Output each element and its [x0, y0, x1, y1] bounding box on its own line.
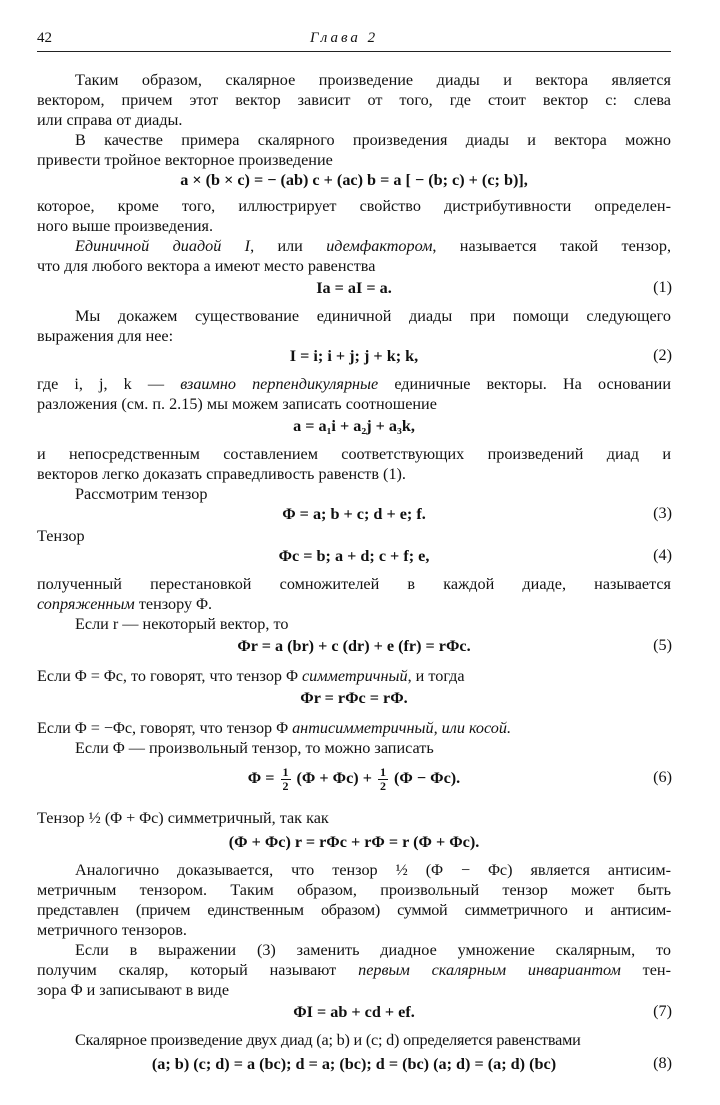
text-line	[37, 718, 671, 738]
text-line: зора Φ и записывают в виде	[37, 981, 230, 999]
text-span: тен-	[620, 961, 671, 979]
text-line: что для любого вектора a имеют место равенства	[37, 257, 376, 275]
equation-3: Φ = a; b + c; d + e; f.	[282, 505, 426, 523]
equation-decomposition: a = a₁i + a₂j + a₃k,	[293, 417, 415, 435]
text-line: ного выше произведения.	[37, 217, 214, 235]
text-line: привести тройное векторное произведение	[37, 151, 333, 169]
text-line	[37, 960, 671, 980]
equation-6	[37, 764, 671, 793]
equation-triple-product: a × (b × c) = − (ab) c + (ac) b = a [ − (b; c) + (c; b)],	[180, 171, 528, 189]
text-span: где i, j, k —	[37, 375, 181, 393]
equation-1: Ia = aI = a.	[316, 279, 392, 297]
text-line: полученный перестановкой сомножителей в каждой диаде, называется	[37, 575, 671, 593]
equation-number: (8)	[653, 1054, 672, 1072]
text-line: Скалярное произведение двух диад (a; b) и (c; d) определяется равенствами	[75, 1031, 581, 1049]
term-idemfactor: идемфактором	[326, 237, 433, 255]
text-line: или справа от диады.	[37, 111, 183, 129]
equation-number: (3)	[653, 504, 672, 522]
frac-denominator: 2	[380, 778, 386, 793]
text-span: получим скаляр, который называют	[37, 961, 359, 979]
text-line: разложения (см. п. 2.15) мы можем записать соотношение	[37, 395, 437, 413]
text-line: Таким образом, скалярное произведение диады и вектора является	[75, 71, 671, 89]
fraction-half	[281, 766, 291, 793]
header-rule	[37, 51, 671, 52]
text-line: представлен (причем единственным образом) суммой симметричного и антисим-	[37, 901, 671, 919]
term-conjugate: сопряженным	[37, 595, 135, 613]
eq6-lhs: Φ =	[247, 769, 275, 787]
text-line: Тензор	[37, 527, 85, 545]
text-span: Если Φ = −Φc, говорят, что тензор Φ	[37, 719, 293, 737]
text-span: , и тогда	[407, 667, 465, 685]
equation-number: (7)	[653, 1002, 672, 1020]
text-span: Если Φ = Φc, то говорят, что тензор Φ	[37, 667, 302, 685]
equation-8: (a; b) (c; d) = a (bc); d = a; (bc); d = (bc) (a; d) = (a; d) (bc)	[151, 1055, 557, 1073]
text-line: которое, кроме того, иллюстрирует свойство дистрибутивности определен-	[37, 197, 671, 215]
term-unit-dyad: Единичной диадой I	[75, 237, 251, 255]
equation-5: Φr = a (br) + c (dr) + e (fr) = rΦc.	[237, 637, 471, 655]
frac-denominator: 2	[282, 778, 289, 793]
equation-half: (Φ + Φc) r = rΦc + rΦ = r (Φ + Φc).	[228, 833, 480, 851]
text-line: выражения для нее:	[37, 327, 174, 345]
equation-7: ΦI = ab + cd + ef.	[293, 1003, 415, 1021]
text-line: Если r — некоторый вектор, то	[75, 615, 289, 633]
equation-4: Φc = b; a + d; c + f; e,	[278, 547, 430, 565]
text-span: , называется такой тензор,	[432, 237, 672, 255]
fraction-half	[378, 766, 388, 793]
equation-number: (6)	[653, 768, 672, 786]
term-antisymmetric: антисимметричный, или косой.	[292, 719, 512, 737]
equation-number: (5)	[653, 636, 672, 654]
page-number: 42	[37, 30, 52, 46]
text-line: и непосредственным составлением соответствующих произведений диад и	[37, 445, 671, 463]
text-line: Если Φ — произвольный тензор, то можно записать	[75, 739, 434, 757]
text-line: метричного тензоров.	[37, 921, 187, 939]
text-span: тензору Φ.	[134, 595, 213, 613]
frac-numerator: 1	[282, 764, 289, 779]
text-line: Тензор ½ (Φ + Φc) симметричный, так как	[37, 809, 329, 827]
text-line	[37, 594, 671, 614]
text-line: Аналогично доказывается, что тензор ½ (Φ − Φc) является антисим-	[75, 861, 671, 879]
text-line: вектором, причем этот вектор зависит от того, где стоит вектор c: слева	[37, 91, 671, 109]
text-line: Мы докажем существование единичной диады при помощи следующего	[75, 307, 671, 325]
term-perpendicular: взаимно перпендикулярные	[180, 375, 379, 393]
equation-number: (2)	[653, 346, 672, 364]
eq6-rhs: (Φ − Φc).	[394, 769, 461, 787]
text-line	[37, 374, 671, 394]
term-symmetric: симметричный	[301, 667, 408, 685]
term-first-invariant: первым скалярным инвариантом	[358, 961, 621, 979]
text-line: Если в выражении (3) заменить диадное умножение скалярным, то	[75, 941, 671, 959]
equation-number: (4)	[653, 546, 672, 564]
equation-symmetric: Φr = rΦc = rΦ.	[300, 689, 408, 707]
text-line: метричным тензором. Таким образом, произвольный тензор может быть	[37, 881, 671, 899]
text-line	[75, 236, 671, 256]
equation-number: (1)	[653, 278, 672, 296]
text-span: единичные векторы. На основании	[378, 375, 671, 393]
text-line: векторов легко доказать справедливость равенств (1).	[37, 465, 406, 483]
frac-numerator: 1	[380, 764, 386, 779]
eq6-mid: (Φ + Φc) +	[296, 769, 372, 787]
text-span: , или	[250, 237, 327, 255]
running-head: Глава 2	[310, 30, 379, 46]
equation-2: I = i; i + j; j + k; k,	[289, 347, 419, 365]
text-line: Рассмотрим тензор	[75, 485, 208, 503]
text-line: В качестве примера скалярного произведения диады и вектора можно	[75, 131, 671, 149]
text-line	[37, 666, 671, 686]
